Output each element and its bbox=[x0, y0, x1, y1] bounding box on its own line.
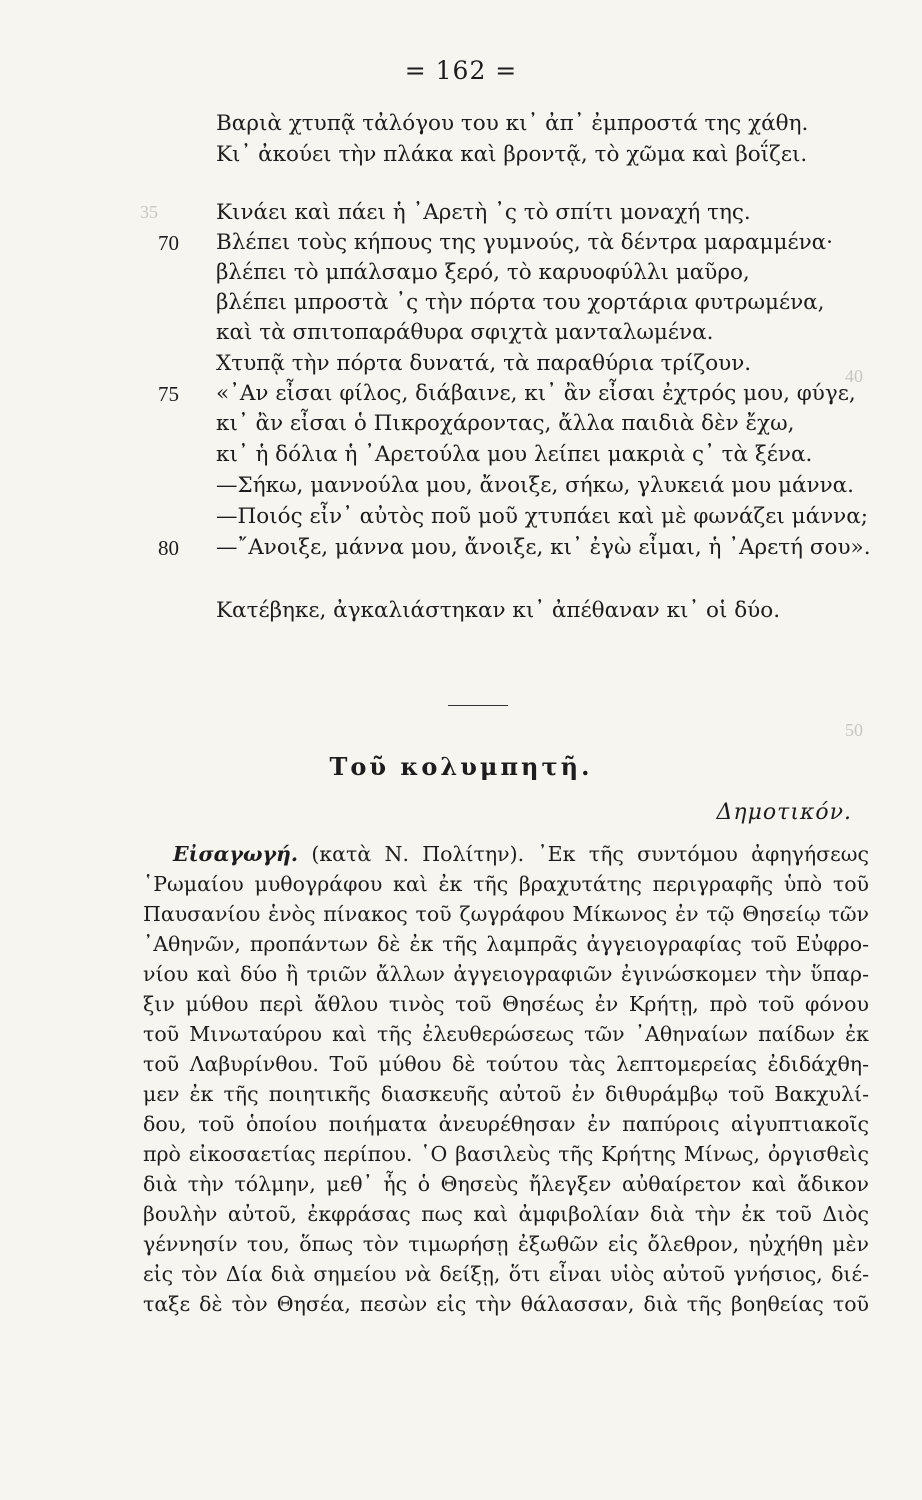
prose-text: (κατὰ Ν. Πολίτην). ᾽Εκ τῆς συντόμου ἀφηγήσεως bbox=[298, 842, 869, 866]
prose-line: τοῦ Λαβυρίνθου. Τοῦ μύθου δὲ τούτου τὰς λεπτομερείας ἐδιδάχθη- bbox=[143, 1052, 869, 1076]
line-number: 70 bbox=[158, 231, 179, 255]
bleed-through-number: 50 bbox=[845, 720, 863, 740]
prose-line: εἰς τὸν Δία διὰ σημείου νὰ δείξῃ, ὅτι εἶναι υἱὸς αὐτοῦ γνήσιος, διέ- bbox=[143, 1262, 869, 1286]
section-subtitle: Δημοτικόν. bbox=[716, 800, 852, 825]
section-title: Τοῦ κολυμπητῆ. bbox=[329, 752, 593, 781]
bleed-through-number: 40 bbox=[845, 366, 863, 386]
line-number: 75 bbox=[158, 382, 179, 406]
bleed-through-number: 35 bbox=[140, 202, 158, 222]
prose-line: Παυσανίου ἑνὸς πίνακος τοῦ ζωγράφου Μίκωνος ἐν τῷ Θησείῳ τῶν bbox=[143, 902, 869, 926]
poem-line: Κινάει καὶ πάει ἡ ᾽Αρετὴ ᾽ς τὸ σπίτι μοναχή της. bbox=[216, 200, 751, 225]
poem-line: «᾽Αν εἶσαι φίλος, διάβαινε, κι᾽ ἂν εἶσαι ἐχτρός μου, φύγε, bbox=[216, 381, 856, 406]
prose-line: γέννησίν του, ὅπως τὸν τιμωρήσῃ ἐξωθῶν εἰς ὄλεθρον, ηὐχήθη μὲν bbox=[143, 1232, 869, 1256]
prose-line: τοῦ Μινωταύρου καὶ τῆς ἐλευθερώσεως τῶν ᾽Αθηναίων παίδων ἐκ bbox=[143, 1022, 869, 1046]
poem-line: Βλέπει τοὺς κήπους της γυμνούς, τὰ δέντρα μαραμμένα· bbox=[216, 230, 834, 255]
page-number: = 162 = bbox=[404, 56, 518, 85]
prose-line: ξιν μύθου περὶ ἄθλου τινὸς τοῦ Θησέως ἐν Κρήτῃ, πρὸ τοῦ φόνου bbox=[143, 992, 869, 1016]
poem-line: Κατέβηκε, ἀγκαλιάστηκαν κι᾽ ἀπέθαναν κι᾽ οἱ δύο. bbox=[216, 598, 781, 623]
prose-line: δου, τοῦ ὁποίου ποιήματα ἀνευρέθησαν ἐν παπύροις αἰγυπτιακοῖς bbox=[143, 1112, 869, 1136]
poem-line: καὶ τὰ σπιτοπαράθυρα σφιχτὰ μανταλωμένα. bbox=[216, 320, 714, 345]
prose-line: μεν ἐκ τῆς ποιητικῆς διασκευῆς αὐτοῦ ἐν διθυράμβῳ τοῦ Βακχυλί- bbox=[143, 1082, 869, 1106]
prose-line bbox=[173, 840, 869, 868]
poem-line: βλέπει μπροστὰ ᾽ς τὴν πόρτα του χορτάρια φυτρωμένα, bbox=[216, 290, 825, 315]
poem-line: —῎Ανοιξε, μάννα μου, ἄνοιξε, κι᾽ ἐγὼ εἶμαι, ἡ ᾽Αρετή σου». bbox=[216, 535, 871, 560]
poem-line: κι᾽ ἂν εἶσαι ὁ Πικροχάροντας, ἄλλα παιδιὰ δὲν ἔχω, bbox=[216, 411, 795, 436]
prose-line: ταξε δὲ τὸν Θησέα, πεσὼν εἰς τὴν θάλασσαν, διὰ τῆς βοηθείας τοῦ bbox=[143, 1292, 869, 1316]
poem-line: Βαριὰ χτυπᾷ τἀλόγου του κι᾽ ἀπ᾽ ἐμπροστά της χάθη. bbox=[216, 111, 809, 136]
poem-line: —Σήκω, μαννούλα μου, ἄνοιξε, σήκω, γλυκειά μου μάννα. bbox=[216, 473, 855, 498]
prose-line: πρὸ εἰκοσαετίας περίπου. ῾Ο βασιλεὺς τῆς Κρήτης Μίνως, ὀργισθεὶς bbox=[143, 1142, 869, 1166]
prose-line: ῾Ρωμαίου μυθογράφου καὶ ἐκ τῆς βραχυτάτης περιγραφῆς ὑπὸ τοῦ bbox=[143, 872, 869, 896]
prose-line: ᾽Αθηνῶν, προπάντων δὲ ἐκ τῆς λαμπρᾶς ἀγγειογραφίας τοῦ Εὐφρο- bbox=[143, 932, 869, 956]
poem-line: Χτυπᾷ τὴν πόρτα δυνατά, τὰ παραθύρια τρίζουν. bbox=[216, 351, 752, 376]
poem-line: —Ποιός εἶν᾽ αὐτὸς ποῦ μοῦ χτυπάει καὶ μὲ φωνάζει μάννα; bbox=[216, 504, 869, 529]
section-divider bbox=[448, 705, 508, 706]
intro-label: Εἰσαγωγή. bbox=[173, 842, 299, 866]
line-number: 80 bbox=[158, 536, 179, 560]
prose-line: βουλὴν αὐτοῦ, ἐκφράσας πως καὶ ἀμφιβολίαν διὰ τὴν ἐκ τοῦ Διὸς bbox=[143, 1202, 869, 1226]
poem-line: κι᾽ ἡ δόλια ἡ ᾽Αρετούλα μου λείπει μακριὰ ς᾽ τὰ ξένα. bbox=[216, 442, 813, 467]
poem-line: βλέπει τὸ μπάλσαμο ξερό, τὸ καρυοφύλλι μαῦρο, bbox=[216, 260, 750, 285]
prose-line: νίου καὶ δύο ἢ τριῶν ἄλλων ἀγγειογραφιῶν ἐγινώσκομεν τὴν ὕπαρ- bbox=[143, 962, 869, 986]
prose-line: διὰ τὴν τόλμην, μεθ᾽ ἧς ὁ Θησεὺς ἤλεγξεν αὐθαίρετον καὶ ἄδικον bbox=[143, 1172, 869, 1196]
poem-line: Κι᾽ ἀκούει τὴν πλάκα καὶ βροντᾷ, τὸ χῶμα καὶ βοΐζει. bbox=[216, 142, 808, 167]
